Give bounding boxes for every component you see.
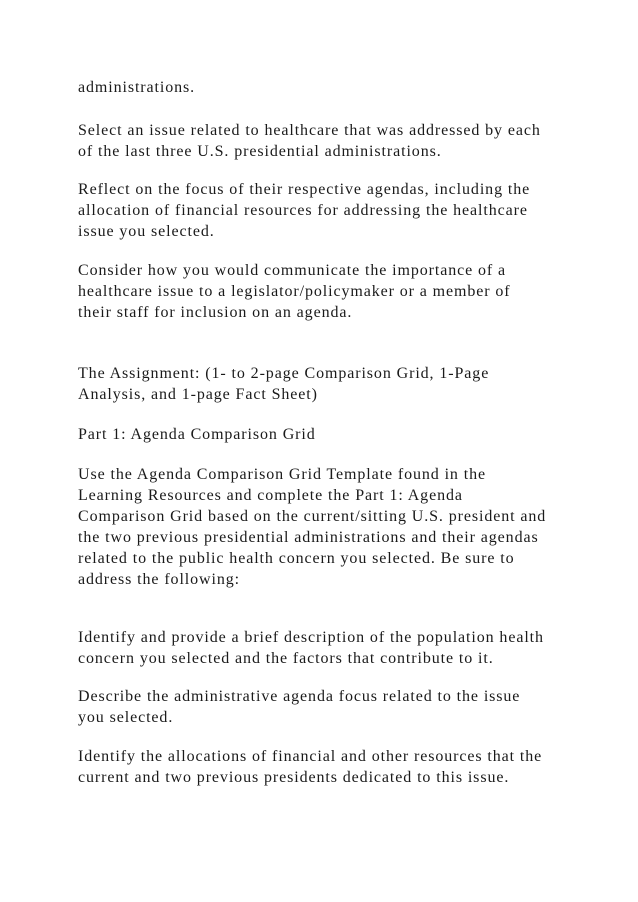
paragraph-consider: Consider how you would communicate the importance of a healthcare issue to a legislator/policymaker or a member of their staff for inclusion on an agenda.: [78, 262, 511, 321]
paragraph-part1-heading: Part 1: Agenda Comparison Grid: [78, 426, 316, 443]
paragraph-intro-fragment: administrations.: [78, 79, 196, 96]
paragraph-identify-allocations: Identify the allocations of financial and other resources that the current and two previous presidents dedicated to this issue.: [78, 748, 543, 786]
paragraph-reflect: Reflect on the focus of their respective agendas, including the allocation of financial resources for addressing the healthcare issue you selected.: [78, 181, 531, 240]
paragraph-describe-agenda: Describe the administrative agenda focus related to the issue you selected.: [78, 688, 521, 726]
paragraph-assignment-heading: The Assignment: (1- to 2-page Comparison Grid, 1-Page Analysis, and 1-page Fact Sheet): [78, 365, 490, 403]
paragraph-select-issue: Select an issue related to healthcare that was addressed by each of the last three U.S. presidential administrations.: [78, 122, 541, 160]
paragraph-identify-concern: Identify and provide a brief description of the population health concern you selected and the factors that contribute to it.: [78, 629, 544, 667]
paragraph-grid-instructions: Use the Agenda Comparison Grid Template found in the Learning Resources and complete the Part 1: Agenda Comparison Grid based on the current/sitting U.S. president and the two previous presidential administrations and their agendas related to the public health concern you selected. Be sure to address the following:: [78, 466, 547, 588]
